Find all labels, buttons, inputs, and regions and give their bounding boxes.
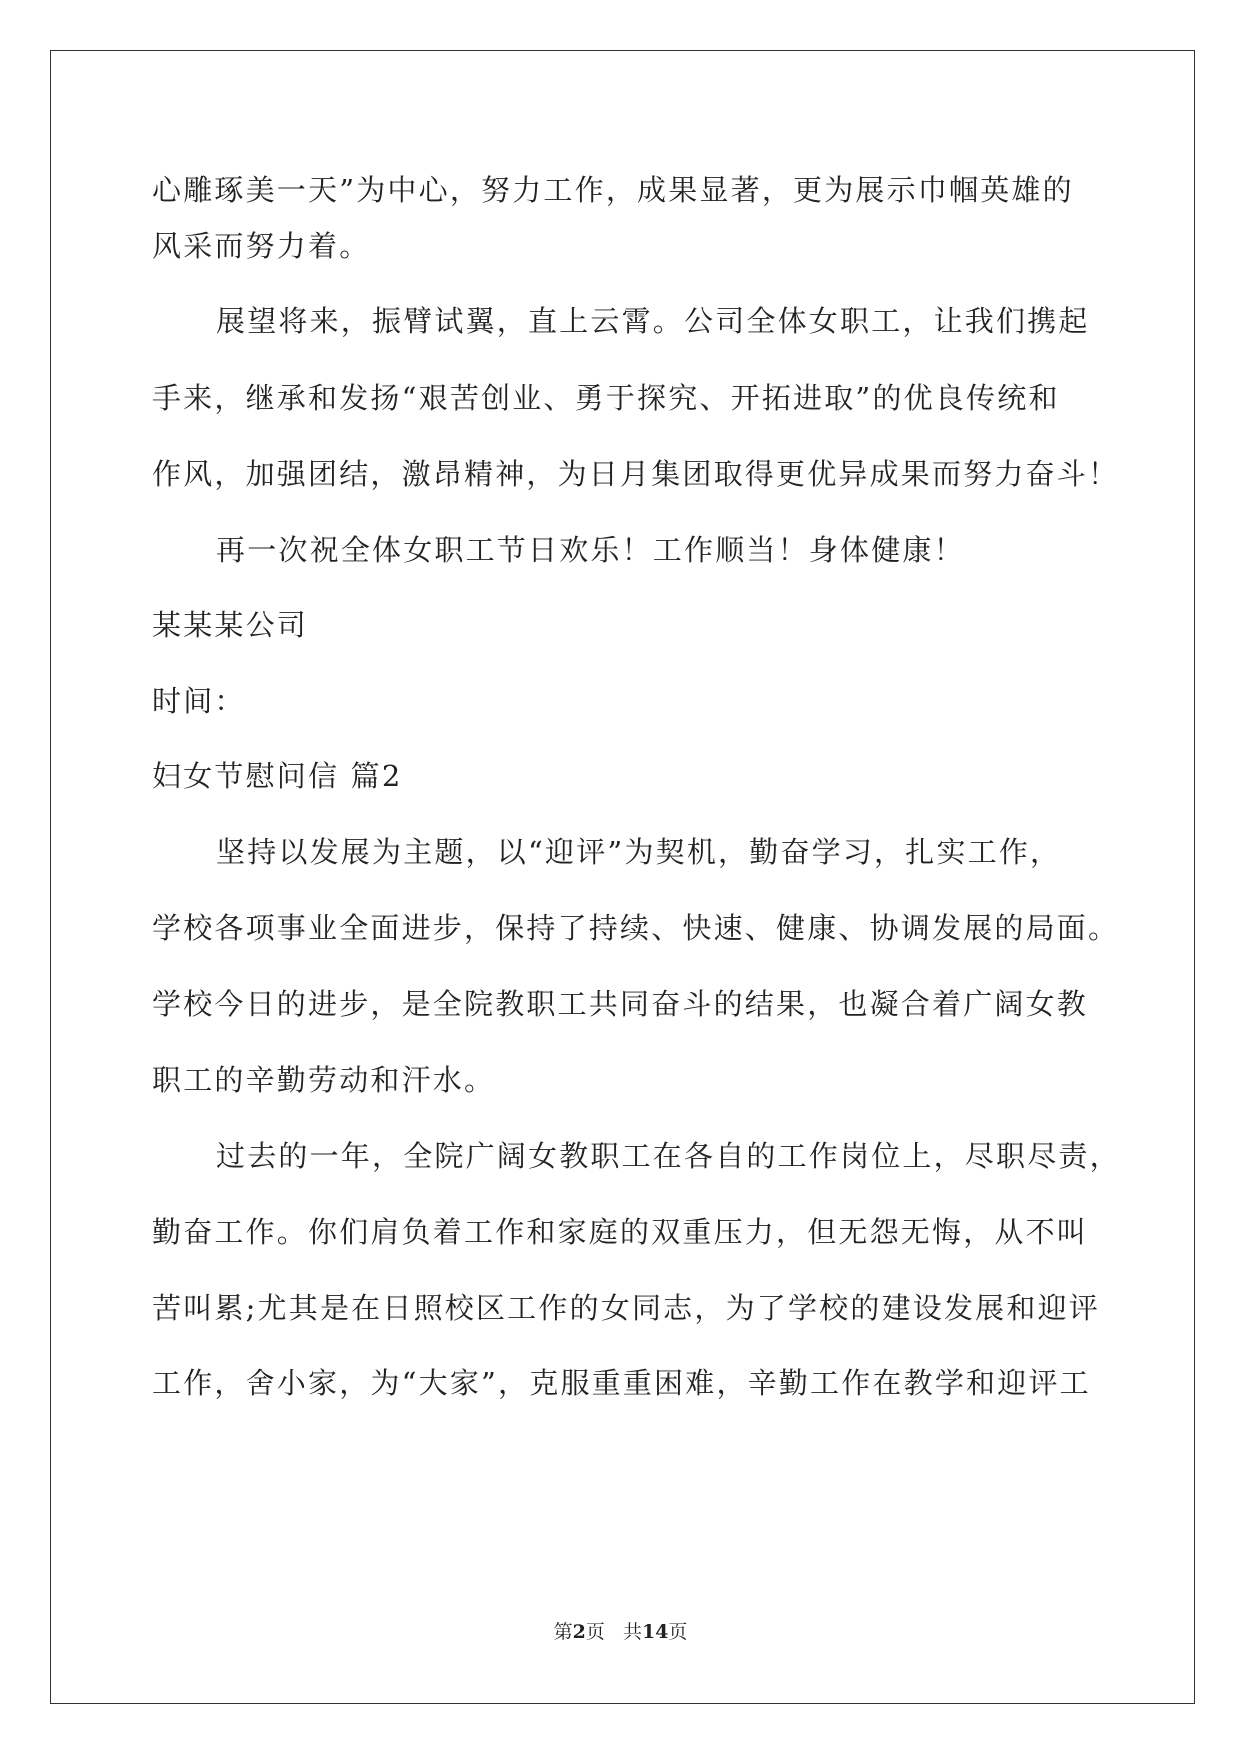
paragraph-line: 再一次祝全体女职工节日欢乐！工作顺当！身体健康！ — [216, 533, 965, 567]
paragraph-line: 坚持以发展为主题，以“迎评”为契机，勤奋学习，扎实工作， — [216, 835, 1062, 869]
paragraph-line: 职工的辛勤劳动和汗水。 — [152, 1063, 496, 1097]
paragraph-line: 展望将来，振臂试翼，直上云霄。公司全体女职工，让我们携起 — [216, 304, 1090, 338]
paragraph-line: 勤奋工作。你们肩负着工作和家庭的双重压力，但无怨无悔，从不叫 — [152, 1215, 1089, 1249]
paragraph-line: 作风，加强团结，激昂精神，为日月集团取得更优异成果而努力奋斗！ — [152, 457, 1120, 491]
footer-current-page: 2 — [572, 1621, 586, 1643]
paragraph-line: 心雕琢美一天”为中心，努力工作，成果显著，更为展示巾帼英雄的 — [152, 173, 1074, 207]
paragraph-line: 手来，继承和发扬“艰苦创业、勇于探究、开拓进取”的优良传统和 — [152, 381, 1060, 415]
paragraph-line: 学校各项事业全面进步，保持了持续、快速、健康、协调发展的局面。 — [152, 911, 1120, 945]
paragraph-line: 工作，舍小家，为“大家”，克服重重困难，辛勤工作在教学和迎评工 — [152, 1366, 1091, 1400]
page-footer — [0, 1617, 1241, 1644]
footer-prefix: 第 — [553, 1621, 573, 1643]
section-heading: 妇女节慰问信 篇2 — [152, 759, 403, 793]
signature-date: 时间： — [152, 684, 246, 718]
signature-company: 某某某公司 — [152, 608, 309, 642]
footer-page-suffix: 页 — [585, 1621, 605, 1643]
footer-total-suffix: 页 — [668, 1621, 688, 1643]
footer-total-prefix: 共 — [622, 1621, 642, 1643]
paragraph-line: 苦叫累;尤其是在日照校区工作的女同志，为了学校的建设发展和迎评 — [152, 1291, 1100, 1325]
paragraph-line: 学校今日的进步，是全院教职工共同奋斗的结果，也凝合着广阔女教 — [152, 987, 1089, 1021]
page-border — [50, 50, 1195, 1704]
paragraph-line: 过去的一年，全院广阔女教职工在各自的工作岗位上，尽职尽责， — [216, 1139, 1121, 1173]
paragraph-line: 风采而努力着。 — [152, 229, 371, 263]
footer-total-pages: 14 — [641, 1621, 669, 1643]
